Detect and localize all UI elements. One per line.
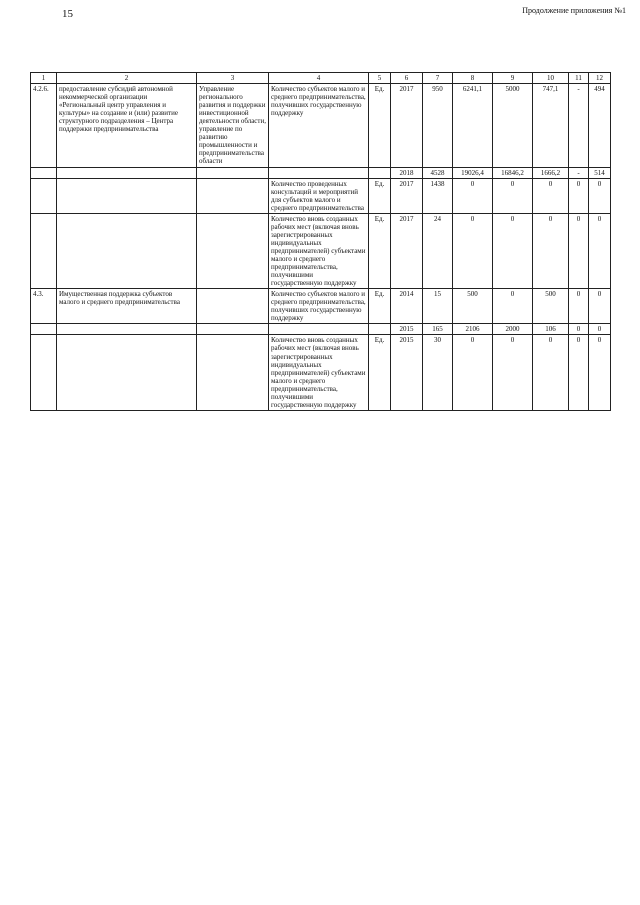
table-cell-c4: Количество проведенных консультаций и мероприятий для субъектов малого и среднего предпринимательства bbox=[269, 178, 369, 213]
table-cell-c6: 2017 bbox=[391, 84, 423, 167]
column-number-cell: 6 bbox=[391, 73, 423, 84]
table-cell-c7: 30 bbox=[423, 335, 453, 410]
table-cell-c5: Ед. bbox=[369, 178, 391, 213]
table-cell-c4: Количество субъектов малого и среднего предпринимательства, получивших государственную поддержку bbox=[269, 84, 369, 167]
table-cell-c12: 0 bbox=[589, 289, 611, 324]
table-cell-c4: Количество вновь созданных рабочих мест (включая вновь зарегистрированных индивидуальных предпринимателей) субъектами малого и среднего предпринимательства, получившими государственную поддержку bbox=[269, 213, 369, 288]
table-cell-c1 bbox=[31, 213, 57, 288]
table-cell-c7: 15 bbox=[423, 289, 453, 324]
table-cell-c9: 0 bbox=[493, 213, 533, 288]
table-cell-c6: 2018 bbox=[391, 167, 423, 178]
table-cell-c10: 500 bbox=[533, 289, 569, 324]
page-number: 15 bbox=[62, 8, 73, 20]
column-number-cell: 1 bbox=[31, 73, 57, 84]
column-number-row bbox=[31, 73, 611, 84]
table-cell-c1 bbox=[31, 335, 57, 410]
table-cell-c11: 0 bbox=[569, 178, 589, 213]
table-cell-c8: 0 bbox=[453, 335, 493, 410]
table-cell-c2 bbox=[57, 178, 197, 213]
table-cell-c6: 2015 bbox=[391, 335, 423, 410]
column-number-cell: 7 bbox=[423, 73, 453, 84]
table-cell-c9: 0 bbox=[493, 178, 533, 213]
table-cell-c3: Управление регионального развития и поддержки инвестиционной деятельности области, управление по развитию промышленности и предпринимательства области bbox=[197, 84, 269, 167]
table-cell-c10: 106 bbox=[533, 324, 569, 335]
table-cell-c3 bbox=[197, 213, 269, 288]
table-cell-c7: 24 bbox=[423, 213, 453, 288]
table-cell-c7: 4528 bbox=[423, 167, 453, 178]
table-cell-c3 bbox=[197, 178, 269, 213]
table-row bbox=[31, 213, 611, 288]
column-number-cell: 9 bbox=[493, 73, 533, 84]
table-cell-c12: 494 bbox=[589, 84, 611, 167]
table-cell-c4: Количество субъектов малого и среднего предпринимательства, получивших государственную поддержку bbox=[269, 289, 369, 324]
table-cell-c12: 0 bbox=[589, 324, 611, 335]
table-cell-c5 bbox=[369, 167, 391, 178]
table-cell-c7: 950 bbox=[423, 84, 453, 167]
table-row bbox=[31, 167, 611, 178]
table-cell-c12: 0 bbox=[589, 335, 611, 410]
table-cell-c3 bbox=[197, 289, 269, 324]
table-cell-c2 bbox=[57, 324, 197, 335]
table-cell-c6: 2014 bbox=[391, 289, 423, 324]
table-cell-c6: 2015 bbox=[391, 324, 423, 335]
table-cell-c4 bbox=[269, 324, 369, 335]
table-cell-c3 bbox=[197, 324, 269, 335]
table-cell-c12: 0 bbox=[589, 178, 611, 213]
table-cell-c11: 0 bbox=[569, 289, 589, 324]
column-number-cell: 11 bbox=[569, 73, 589, 84]
table-cell-c3 bbox=[197, 167, 269, 178]
table-cell-c4: Количество вновь созданных рабочих мест (включая вновь зарегистрированных индивидуальных предпринимателей) субъектами малого и среднего предпринимательства, получившими государственную поддержку bbox=[269, 335, 369, 410]
table-cell-c10: 0 bbox=[533, 335, 569, 410]
column-number-cell: 12 bbox=[589, 73, 611, 84]
table-cell-c2 bbox=[57, 335, 197, 410]
table-cell-c3 bbox=[197, 335, 269, 410]
table-cell-c10: 747,1 bbox=[533, 84, 569, 167]
table-cell-c8: 6241,1 bbox=[453, 84, 493, 167]
table-cell-c7: 1438 bbox=[423, 178, 453, 213]
table-cell-c8: 0 bbox=[453, 213, 493, 288]
table-cell-c10: 1666,2 bbox=[533, 167, 569, 178]
table-cell-c2 bbox=[57, 213, 197, 288]
column-number-cell: 2 bbox=[57, 73, 197, 84]
table-cell-c2: предоставление субсидий автономной некоммерческой организации «Региональный центр управления и культуры» на создание и (или) развитие структурного подразделения – Центра поддержки предпринимательства bbox=[57, 84, 197, 167]
table-cell-c1 bbox=[31, 167, 57, 178]
table-row bbox=[31, 289, 611, 324]
table-cell-c8: 0 bbox=[453, 178, 493, 213]
column-number-cell: 10 bbox=[533, 73, 569, 84]
table-cell-c9: 0 bbox=[493, 289, 533, 324]
table-cell-c6: 2017 bbox=[391, 213, 423, 288]
table-cell-c11: 0 bbox=[569, 335, 589, 410]
table-row bbox=[31, 178, 611, 213]
column-number-cell: 5 bbox=[369, 73, 391, 84]
column-number-cell: 3 bbox=[197, 73, 269, 84]
table-row bbox=[31, 335, 611, 410]
table-cell-c5: Ед. bbox=[369, 84, 391, 167]
table-cell-c11: - bbox=[569, 167, 589, 178]
table-cell-c9: 0 bbox=[493, 335, 533, 410]
table-cell-c8: 500 bbox=[453, 289, 493, 324]
table-row bbox=[31, 84, 611, 167]
table-cell-c9: 16846,2 bbox=[493, 167, 533, 178]
table-cell-c5: Ед. bbox=[369, 289, 391, 324]
table-cell-c8: 2106 bbox=[453, 324, 493, 335]
table-cell-c1: 4.2.6. bbox=[31, 84, 57, 167]
table-cell-c8: 19026,4 bbox=[453, 167, 493, 178]
table-cell-c11: 0 bbox=[569, 213, 589, 288]
table-cell-c9: 2000 bbox=[493, 324, 533, 335]
table-cell-c1 bbox=[31, 178, 57, 213]
table-cell-c1: 4.3. bbox=[31, 289, 57, 324]
table-cell-c6: 2017 bbox=[391, 178, 423, 213]
table-row bbox=[31, 324, 611, 335]
program-table bbox=[30, 72, 611, 411]
table-cell-c12: 514 bbox=[589, 167, 611, 178]
table-cell-c10: 0 bbox=[533, 178, 569, 213]
column-number-cell: 8 bbox=[453, 73, 493, 84]
table-cell-c11: - bbox=[569, 84, 589, 167]
table-cell-c5: Ед. bbox=[369, 335, 391, 410]
continuation-note: Продолжение приложения №1 bbox=[522, 6, 626, 15]
table-cell-c2 bbox=[57, 167, 197, 178]
table-cell-c4 bbox=[269, 167, 369, 178]
table-cell-c12: 0 bbox=[589, 213, 611, 288]
table-cell-c5 bbox=[369, 324, 391, 335]
table-cell-c10: 0 bbox=[533, 213, 569, 288]
table-cell-c2: Имущественная поддержка субъектов малого и среднего предпринимательства bbox=[57, 289, 197, 324]
table-cell-c5: Ед. bbox=[369, 213, 391, 288]
table-cell-c11: 0 bbox=[569, 324, 589, 335]
table-cell-c1 bbox=[31, 324, 57, 335]
table-cell-c7: 165 bbox=[423, 324, 453, 335]
column-number-cell: 4 bbox=[269, 73, 369, 84]
table-cell-c9: 5000 bbox=[493, 84, 533, 167]
